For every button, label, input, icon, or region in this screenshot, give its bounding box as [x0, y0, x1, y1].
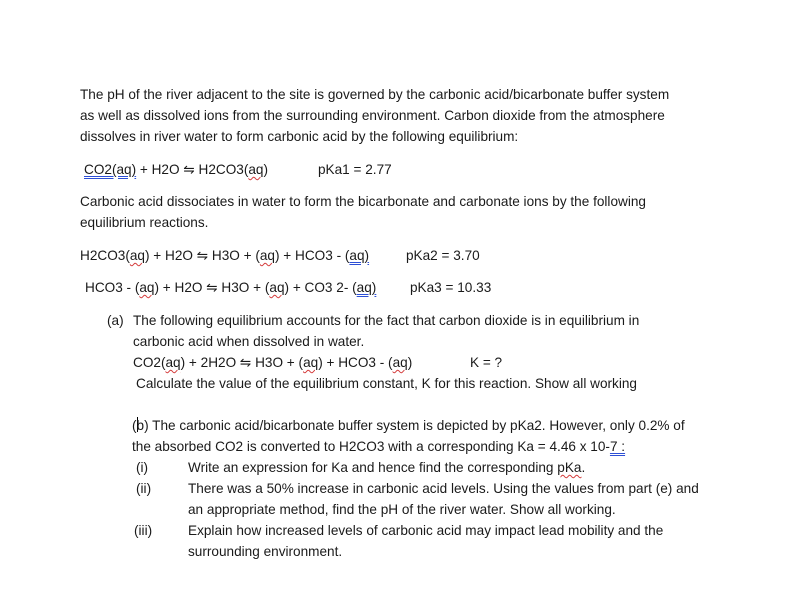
part-a-line-2: carbonic acid when dissolved in water.: [133, 334, 365, 349]
intro-line-2: as well as dissolved ions from the surrounding environment. Carbon dioxide from the atmosphere: [80, 108, 665, 123]
dissociation-line-1: Carbonic acid dissociates in water to form the bicarbonate and carbonate ions by the following: [80, 194, 646, 209]
part-b-i-label: (i): [136, 460, 149, 475]
pka2-value: pKa2 = 3.70: [406, 248, 480, 263]
part-b-iii-line-2: surrounding environment.: [188, 544, 343, 559]
pka3-value: pKa3 = 10.33: [410, 280, 492, 295]
intro-line-3: dissolves in river water to form carbonic acid by the following equilibrium:: [80, 129, 519, 144]
part-b-line-1: (b) The carbonic acid/bicarbonate buffer system is depicted by pKa2. However, only 0.2% of: [132, 418, 685, 433]
equation-1: CO2(aq) + H2O ⇋ H2CO3(aq): [84, 162, 269, 177]
equation-2: H2CO3(aq) + H2O ⇋ H3O + (aq) + HCO3 - (aq): [80, 248, 370, 263]
equation-3: HCO3 - (aq) + H2O ⇋ H3O + (aq) + CO3 2- (aq): [85, 280, 377, 295]
part-b-ii-line-2: an appropriate method, find the pH of the river water. Show all working.: [188, 502, 616, 517]
part-a-equation: CO2(aq) + 2H2O ⇋ H3O + (aq) + HCO3 - (aq): [133, 355, 413, 370]
dissociation-line-2: equilibrium reactions.: [80, 215, 209, 230]
part-b-ii-label: (ii): [136, 481, 152, 496]
part-b-ii-line-1: There was a 50% increase in carbonic acid levels. Using the values from part (e) and: [188, 481, 699, 496]
part-b-iii-line-1: Explain how increased levels of carbonic acid may impact lead mobility and the: [188, 523, 664, 538]
equation-1-co2: CO2(aq): [84, 162, 137, 177]
part-a-line-1: The following equilibrium accounts for the fact that carbon dioxide is in equilibrium in: [133, 313, 640, 328]
part-b-line-2: the absorbed CO2 is converted to H2CO3 with a corresponding Ka = 4.46 x 10-7 :: [132, 439, 626, 454]
pka1-value: pKa1 = 2.77: [318, 162, 392, 177]
part-a-line-3: Calculate the value of the equilibrium constant, K for this reaction. Show all working: [136, 376, 637, 391]
intro-line-1: The pH of the river adjacent to the site is governed by the carbonic acid/bicarbonate buffer system: [80, 87, 670, 102]
part-a-label: (a): [107, 313, 124, 328]
part-a-k-value: K = ?: [470, 355, 503, 370]
part-b-iii-label: (iii): [134, 523, 153, 538]
part-b-i-line-1: Write an expression for Ka and hence find the corresponding pKa.: [188, 460, 586, 475]
